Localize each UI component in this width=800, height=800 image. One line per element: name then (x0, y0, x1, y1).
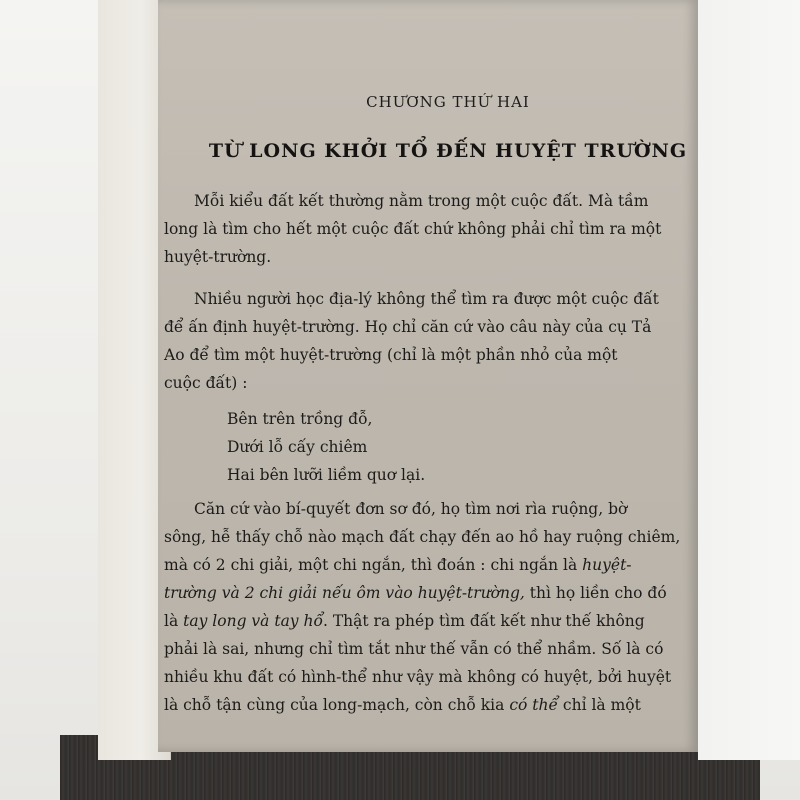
paragraph-line: cuộc đất) : (164, 374, 248, 392)
paragraph-line: để ấn định huyệt-trường. Họ chỉ căn cứ vào câu này của cụ Tả (164, 318, 652, 336)
verse-line: Dưới lỗ cấy chiêm (227, 438, 368, 456)
line-text: mà có 2 chi giải, một chi ngắn, thì đoán : chi ngắn là (164, 556, 583, 574)
right-background (698, 0, 800, 760)
verse-line: Hai bên lưỡi liềm quơ lại. (227, 466, 426, 484)
chapter-title: TỪ LONG KHỞI TỔ ĐẾN HUYỆT TRƯỜNG (208, 140, 688, 162)
chapter-label: CHƯƠNG THỨ HAI (366, 93, 530, 111)
line-text: là chỗ tận cùng của long-mạch, còn chỗ kia (164, 696, 510, 714)
paragraph-line (164, 607, 694, 635)
paragraph-line: nhiều khu đất có hình-thể như vậy mà không có huyệt, bởi huyệt (164, 668, 672, 686)
paragraph-line: phải là sai, nhưng chỉ tìm tắt như thế vẫn có thể nhầm. Số là có (164, 640, 664, 658)
paragraph-line: sông, hễ thấy chỗ nào mạch đất chạy đến ao hồ hay ruộng chiêm, (164, 528, 681, 546)
paragraph-line (164, 551, 694, 579)
paragraph-line: Ao để tìm một huyệt-trường (chỉ là một phần nhỏ của một (164, 346, 618, 364)
italic-text: trường và 2 chi giải nếu ôm vào huyệt-trường, (164, 584, 525, 602)
paragraph-line: long là tìm cho hết một cuộc đất chứ không phải chỉ tìm ra một (164, 220, 662, 238)
paragraph-line: Căn cứ vào bí-quyết đơn sơ đó, họ tìm nơi rìa ruộng, bờ (194, 500, 628, 518)
line-text: thì họ liền cho đó (524, 584, 667, 602)
paragraph-line: Nhiều người học địa-lý không thể tìm ra được một cuộc đất (194, 290, 659, 308)
line-text: là (164, 612, 184, 630)
paragraph-line: huyệt-trường. (164, 248, 272, 266)
italic-text: tay long và tay hổ (183, 612, 323, 630)
paragraph-line (164, 579, 694, 607)
line-text: . Thật ra phép tìm đất kết như thế không (322, 612, 645, 630)
line-text: chỉ là một (558, 696, 641, 714)
italic-text: huyệt- (582, 556, 632, 574)
paragraph-line (164, 691, 694, 719)
verse-line: Bên trên trồng đỗ, (227, 410, 373, 428)
paragraph-line: Mỗi kiểu đất kết thường nằm trong một cuộc đất. Mà tầm (194, 192, 649, 210)
italic-text: có thể (509, 696, 558, 714)
